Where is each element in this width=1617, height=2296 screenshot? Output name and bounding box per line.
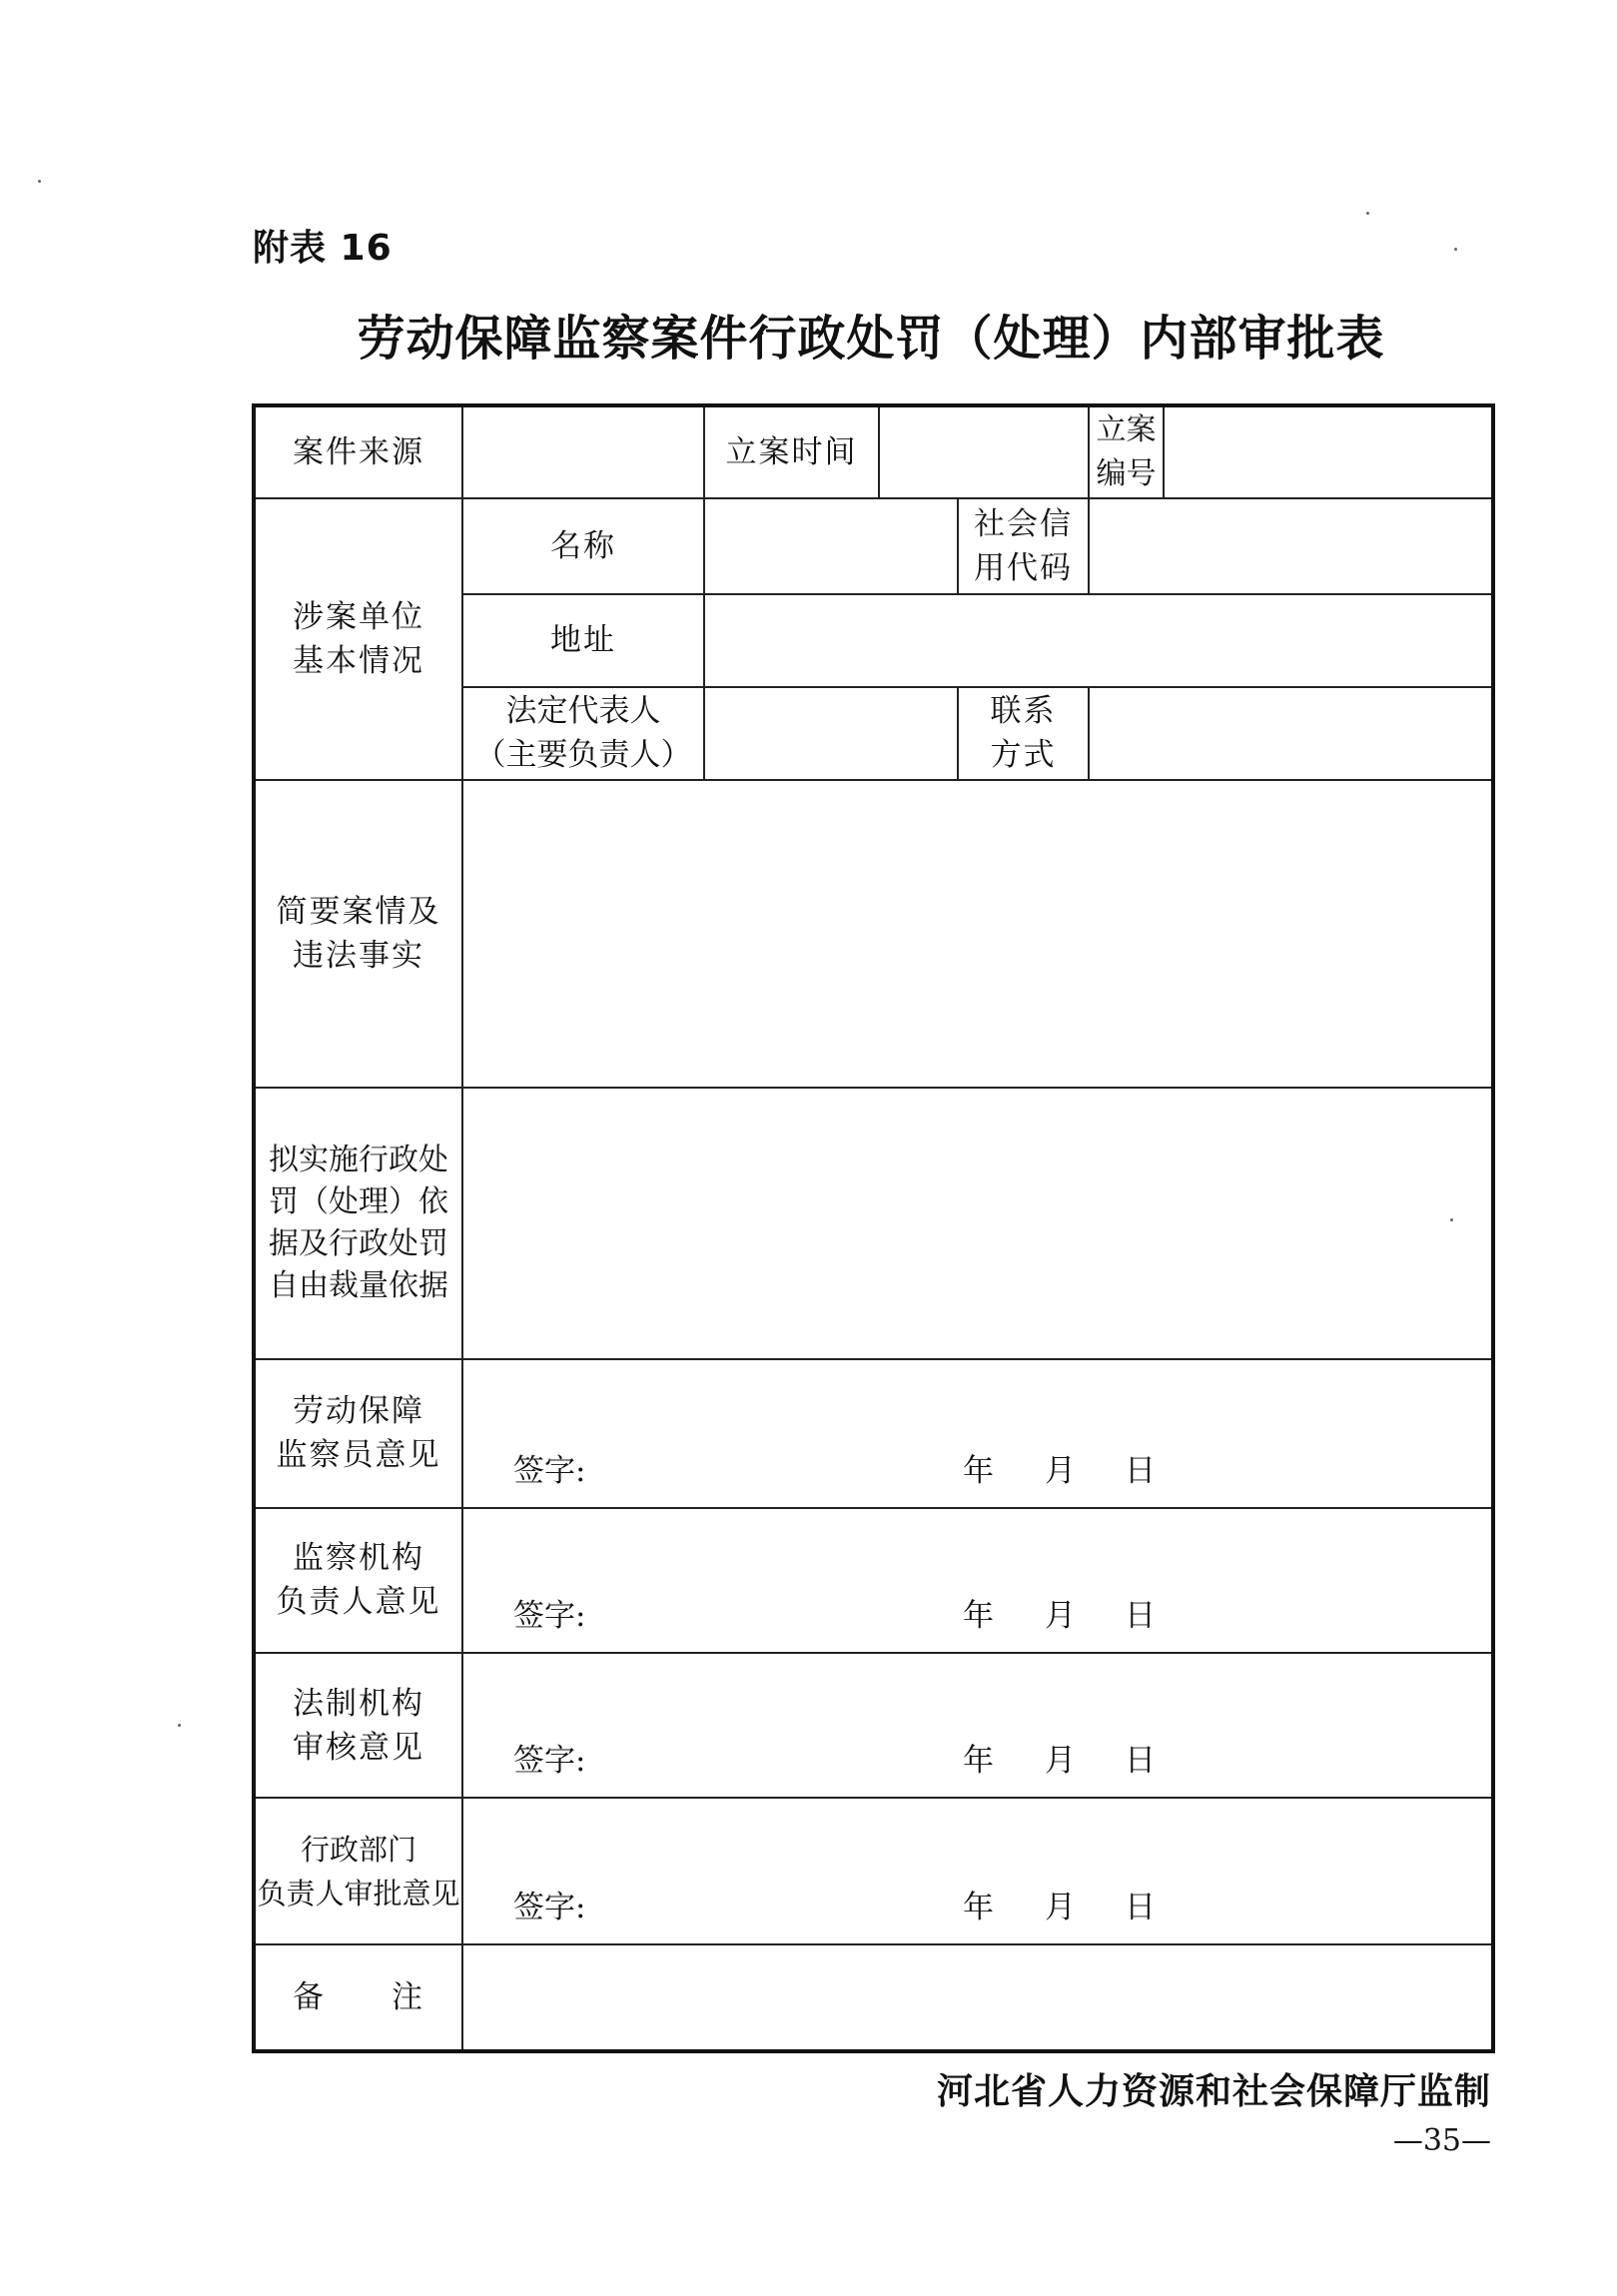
unit-name-label: 名称 [462,498,704,594]
day-label: 日 [1125,1889,1156,1925]
credit-code-label-line2: 用代码 [974,549,1074,586]
facts-row [254,780,1493,1088]
signature-label: 签字: [513,1452,586,1489]
approval-form-table [252,403,1495,2053]
penalty-basis-label-line3: 据及行政处罚 [269,1225,448,1261]
filing-time-label: 立案时间 [704,405,879,498]
day-label: 日 [1125,1452,1156,1489]
inspector-opinion-field[interactable] [462,1359,1493,1507]
signature-label: 签字: [513,1598,586,1635]
legal-rep-field[interactable] [704,687,958,780]
scan-speck [1454,248,1457,251]
contact-label-line1: 联系 [990,693,1057,730]
inspector-opinion-label [254,1359,462,1507]
contact-label [958,687,1089,780]
year-label: 年 [963,1743,994,1780]
credit-code-label [958,498,1089,594]
form-title: 劳动保障监察案件行政处罚（处理）内部审批表 [357,311,1385,367]
opinion-label-line1: 法制机构 [293,1685,424,1722]
year-label: 年 [963,1452,994,1489]
year-label: 年 [963,1598,994,1635]
legal-rep-label-line2: （主要负责人） [474,737,692,774]
opinion-label-line2: 负责人审批意见 [257,1876,460,1911]
facts-field[interactable] [462,780,1493,1088]
opinion-label-line1: 劳动保障 [293,1393,424,1430]
day-label: 日 [1125,1743,1156,1780]
inspector-opinion-row [254,1359,1493,1507]
case-source-label: 案件来源 [254,405,462,498]
unit-info-label-line2: 基本情况 [293,642,424,679]
legal-review-opinion-field[interactable] [462,1653,1493,1798]
contact-label-line2: 方式 [990,737,1057,774]
scan-speck [1366,212,1369,215]
month-label: 月 [1045,1452,1076,1489]
remarks-label: 备 注 [254,1944,462,2051]
case-info-row [254,405,1493,498]
signature-label: 签字: [513,1889,586,1925]
penalty-basis-label-line2: 罚（处理）依 [269,1183,448,1219]
month-label: 月 [1045,1889,1076,1925]
legal-rep-label [462,687,704,780]
page-number: —35— [1392,2123,1491,2158]
opinion-label-line2: 监察员意见 [276,1437,441,1474]
remarks-row [254,1944,1493,2051]
month-label: 月 [1045,1598,1076,1635]
department-head-approval-label [254,1798,462,1943]
year-label: 年 [963,1889,994,1925]
filing-number-label: 立案编号 [1089,405,1164,498]
day-label: 日 [1125,1598,1156,1635]
opinion-label-line1: 监察机构 [293,1540,424,1577]
filing-number-field[interactable] [1164,405,1493,498]
facts-label-line1: 简要案情及 [276,893,441,930]
case-source-field[interactable] [462,405,704,498]
month-label: 月 [1045,1743,1076,1780]
scan-speck [1450,1218,1453,1221]
penalty-basis-label-line4: 自由裁量依据 [269,1267,448,1303]
credit-code-field[interactable] [1089,498,1493,594]
contact-field[interactable] [1089,687,1493,780]
opinion-label-line1: 行政部门 [300,1832,416,1867]
appendix-label: 附表 16 [253,228,393,269]
unit-info-label-line1: 涉案单位 [293,598,424,635]
legal-rep-label-line1: 法定代表人 [505,693,661,730]
legal-review-opinion-label [254,1653,462,1798]
facts-label [254,780,462,1088]
address-field[interactable] [704,594,1493,687]
signature-label: 签字: [513,1743,586,1780]
department-head-approval-field[interactable] [462,1798,1493,1943]
unit-name-field[interactable] [704,498,958,594]
filing-time-field[interactable] [879,405,1089,498]
supervision-head-opinion-label [254,1508,462,1653]
legal-review-opinion-row [254,1653,1493,1798]
supervision-head-opinion-field[interactable] [462,1508,1493,1653]
supervision-head-opinion-row [254,1508,1493,1653]
penalty-basis-label [254,1088,462,1360]
unit-name-row [254,498,1493,594]
issuer-footer: 河北省人力资源和社会保障厅监制 [936,2071,1491,2112]
opinion-label-line2: 负责人意见 [276,1584,441,1621]
unit-info-section-label [254,498,462,780]
scan-speck [38,180,41,183]
remarks-field[interactable] [462,1944,1493,2051]
penalty-basis-row [254,1088,1493,1360]
penalty-basis-label-line1: 拟实施行政处 [269,1142,448,1177]
credit-code-label-line1: 社会信 [974,505,1074,542]
scan-speck [178,1724,181,1727]
penalty-basis-field[interactable] [462,1088,1493,1360]
department-head-approval-row [254,1798,1493,1943]
facts-label-line2: 违法事实 [293,937,424,974]
address-label: 地址 [462,594,704,687]
opinion-label-line2: 审核意见 [293,1729,424,1766]
